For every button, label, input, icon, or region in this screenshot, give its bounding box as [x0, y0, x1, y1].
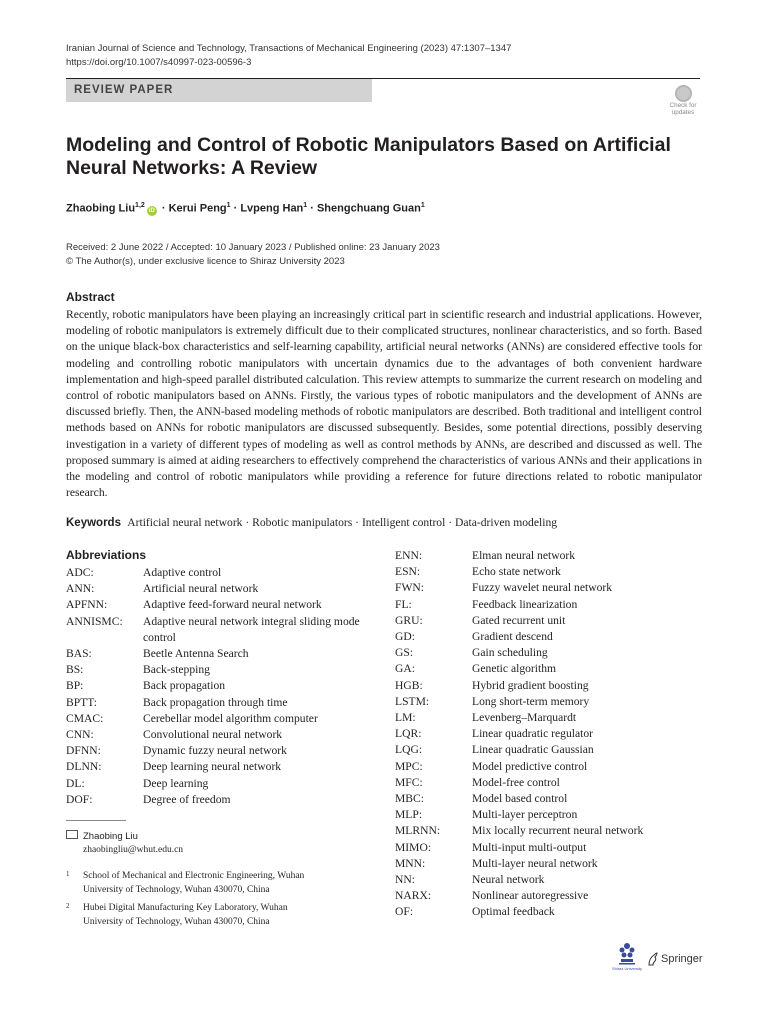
abbreviations-heading: Abbreviations	[66, 548, 147, 562]
corresponding-email[interactable]: zhaobingliu@whut.edu.cn	[83, 845, 184, 855]
springer-horse-icon	[647, 952, 659, 966]
abbreviation-row	[395, 904, 705, 920]
affiliation-2-number: 2	[66, 902, 70, 910]
affiliation-1-line-1: School of Mechanical and Electronic Engineering, Wuhan	[83, 871, 305, 881]
abbreviation-term: ANNISMC:	[66, 614, 123, 628]
abbreviation-definition: Degree of freedom	[143, 792, 231, 806]
abbreviation-definition: Fuzzy wavelet neural network	[472, 581, 613, 595]
abbreviation-row	[395, 791, 705, 807]
affiliation-2-line-2: University of Technology, Wuhan 430070, China	[83, 916, 270, 927]
abbreviation-row	[66, 565, 366, 581]
abbreviation-definition: Dynamic fuzzy neural network	[143, 744, 287, 758]
abbreviation-term: ADC:	[66, 566, 94, 579]
author-separator: ·	[158, 202, 169, 215]
badge-line-2: updates	[671, 108, 695, 116]
abbreviation-row	[395, 823, 705, 839]
journal-header	[66, 42, 511, 70]
abbreviation-row	[395, 661, 705, 677]
abbreviations-left-table	[66, 565, 366, 808]
abbreviation-term: DLNN:	[66, 760, 102, 774]
abbreviation-row	[395, 710, 705, 726]
abbreviation-definition: Model predictive control	[472, 759, 588, 773]
abbreviation-term: FWN:	[395, 581, 424, 595]
abbreviation-term: CNN:	[66, 728, 94, 742]
journal-citation: Iranian Journal of Science and Technology, Transactions of Mechanical Engineering (2023) 47:1307–1347	[66, 43, 512, 54]
abbreviation-term: MLP:	[395, 808, 423, 822]
abbreviation-definition: Linear quadratic Gaussian	[472, 743, 594, 757]
abbreviation-definition: Model based control	[472, 792, 568, 806]
abbreviation-term: LSTM:	[395, 694, 430, 708]
abbreviation-definition: Multi-input multi-output	[472, 840, 587, 854]
abbreviation-row	[395, 548, 705, 564]
abbreviation-definition: Feedback linearization	[472, 597, 578, 611]
author-list	[66, 202, 425, 216]
abbreviation-term: MNN:	[395, 856, 426, 870]
author-affiliation-marker: 1	[420, 202, 425, 209]
abbreviation-term: ESN:	[395, 565, 421, 579]
abstract-heading: Abstract	[66, 290, 115, 304]
abbreviation-term: LQG:	[395, 743, 423, 757]
abbreviation-row	[66, 614, 366, 646]
abbreviation-definition: Linear quadratic regulator	[472, 727, 594, 741]
update-icon	[675, 85, 692, 102]
abbreviation-row	[66, 776, 366, 792]
abbreviation-term: MIMO:	[395, 840, 432, 854]
abbreviation-definition: Neural network	[472, 873, 545, 887]
abbreviation-definition: Deep learning neural network	[143, 760, 282, 774]
keywords-list: Artificial neural network · Robotic manipulators · Intelligent control · Data-driven modeling	[127, 516, 558, 529]
abbreviation-definition: Back propagation through time	[143, 695, 288, 709]
abbreviation-term: DL:	[66, 776, 85, 790]
author-separator: ·	[307, 202, 317, 215]
abbreviation-row	[395, 726, 705, 742]
abbreviation-definition: Multi-layer perceptron	[472, 808, 578, 822]
affiliation-2	[66, 902, 366, 929]
abbreviation-row	[395, 888, 705, 904]
abbreviation-definition: Adaptive feed-forward neural network	[143, 598, 322, 612]
author-name[interactable]: Shengchuang Guan	[316, 202, 421, 215]
author-affiliation-marker: 1	[226, 202, 231, 209]
author-separator: ·	[230, 202, 241, 215]
abbreviation-row	[395, 856, 705, 872]
abbreviation-term: DFNN:	[66, 744, 101, 758]
abbreviation-term: OF:	[395, 905, 414, 919]
abbreviation-term: NN:	[395, 873, 415, 887]
abbreviation-term: BS:	[66, 663, 84, 677]
abstract-text: Recently, robotic manipulators have been playing an increasingly critical part in scientific research and industrial applications. However, modeling of robotic manipulators is extremely difficult due to their complicated structures, nonlinear characteristics, and so forth. Based on the unique black-box characteristics and self-learning capability, artificial neural networks (ANNs) are considered effective tools for modeling and controlling robotic manipulators with uncertain dynamics due to the advantages of both convenient hardware implementation and high-speed parallel distributed calculation. This review attempts to summarize the current research on modeling and control of robotic manipulators based on ANNs. Firstly, the various types of robotic manipulators and the development of ANNs are discussed briefly. Then, the ANN-based modeling methods of robotic manipulators are described. Both traditional and intelligent control methods based on ANNs for robotic manipulators are discussed subsequently. Besides, some potential directions, possibly deserving investigation in a variety of different types of modeling as well as control methods by ANNs, are described and discussed as well. The proposed summary is aimed at aiding researchers to effectively comprehend the characteristics of various ANNs and their applications in the modeling and control of robotic manipulators while providing a reference for future directions related to robotic manipulator research.	[66, 308, 702, 500]
author-name[interactable]: Lvpeng Han	[240, 202, 304, 215]
orcid-icon[interactable]: iD	[148, 207, 155, 214]
affiliation-1	[66, 870, 366, 897]
abbreviation-term: BP:	[66, 679, 84, 693]
abbreviation-term: GRU:	[395, 613, 423, 627]
keywords-label: Keywords	[66, 517, 121, 529]
abbreviation-row	[395, 564, 705, 580]
abbreviation-term: LM:	[395, 711, 416, 725]
envelope-icon	[66, 830, 78, 839]
abbreviation-definition: Cerebellar model algorithm computer	[143, 711, 318, 725]
abbreviations-right-table	[395, 548, 705, 921]
abbreviation-term: CMAC:	[66, 711, 104, 725]
abbreviation-term: LQR:	[395, 727, 422, 741]
paper-title: Modeling and Control of Robotic Manipulators Based on Artificial Neural Networks: A Review	[66, 134, 671, 179]
abbreviation-definition: Nonlinear autoregressive	[472, 889, 589, 903]
abbreviation-row	[66, 727, 366, 743]
abbreviation-definition: Model-free control	[472, 775, 560, 789]
springer-wordmark: Springer	[661, 953, 703, 965]
abbreviation-definition: Multi-layer neural network	[472, 856, 598, 870]
keywords	[66, 516, 706, 529]
abbreviation-row	[395, 580, 705, 596]
abbreviation-row	[66, 743, 366, 759]
abbreviation-definition: Genetic algorithm	[472, 662, 557, 676]
abbreviation-row	[66, 581, 366, 597]
abbreviation-row	[66, 678, 366, 694]
abbreviation-term: NARX:	[395, 889, 432, 903]
abbreviation-definition: Gated recurrent unit	[472, 613, 566, 627]
abbreviation-row	[66, 711, 366, 727]
abbreviation-term: GD:	[395, 630, 415, 644]
abbreviation-term: MFC:	[395, 775, 423, 789]
abbreviation-term: BPTT:	[66, 695, 97, 709]
abbreviation-row	[395, 645, 705, 661]
abbreviation-row	[66, 759, 366, 775]
abbreviation-term: FL:	[395, 597, 412, 611]
corresponding-author	[66, 830, 138, 844]
abbreviation-definition: Adaptive neural network integral sliding mode control	[143, 614, 360, 644]
abbreviation-row	[395, 742, 705, 758]
abbreviation-row	[66, 662, 366, 678]
abbreviation-definition: Optimal feedback	[472, 905, 555, 919]
abbreviation-term: BAS:	[66, 647, 92, 661]
abbreviation-definition: Gradient descend	[472, 630, 553, 644]
abbreviation-term: GS:	[395, 646, 414, 660]
copyright-line: © The Author(s), under exclusive licence to Shiraz University 2023	[66, 256, 345, 267]
affiliation-1-line-2: University of Technology, Wuhan 430070, China	[83, 884, 270, 895]
abbreviation-row	[66, 646, 366, 662]
abbreviation-definition: Artificial neural network	[143, 582, 259, 596]
abbreviation-definition: Mix locally recurrent neural network	[472, 824, 644, 838]
abbreviation-term: DOF:	[66, 792, 93, 806]
section-label: REVIEW PAPER	[66, 79, 372, 102]
badge-line-1: Check for	[669, 102, 697, 109]
footnote-rule	[66, 820, 126, 821]
society-logo-text: Shiraz University	[612, 966, 643, 971]
publisher-logos	[612, 940, 708, 972]
author-name[interactable]: Kerui Peng	[168, 202, 227, 215]
abbreviation-definition: Levenberg–Marquardt	[472, 711, 577, 725]
doi-link[interactable]: https://doi.org/10.1007/s40997-023-00596-3	[66, 57, 252, 68]
abbreviation-term: HGB:	[395, 678, 423, 692]
affiliation-1-number: 1	[66, 870, 70, 878]
abbreviation-term: ENN:	[395, 549, 423, 562]
corresponding-name: Zhaobing Liu	[83, 831, 138, 842]
abbreviation-row	[395, 840, 705, 856]
abbreviation-definition: Back-stepping	[143, 663, 210, 677]
abbreviation-row	[395, 872, 705, 888]
abbreviation-definition: Deep learning	[143, 776, 209, 790]
abbreviation-definition: Elman neural network	[472, 549, 576, 562]
dates-line: Received: 2 June 2022 / Accepted: 10 January 2023 / Published online: 23 January 2023	[66, 242, 440, 253]
abbreviation-term: MLRNN:	[395, 824, 441, 838]
abbreviation-term: MBC:	[395, 792, 424, 806]
abbreviation-term: GA:	[395, 662, 415, 676]
abbreviation-definition: Convolutional neural network	[143, 728, 283, 742]
abbreviation-definition: Long short-term memory	[472, 694, 590, 708]
abbreviation-row	[395, 629, 705, 645]
abbreviation-row	[395, 807, 705, 823]
abbreviation-row	[395, 597, 705, 613]
abbreviation-row	[66, 792, 366, 808]
abbreviation-definition: Adaptive control	[143, 566, 222, 579]
author-affiliation-marker: 1	[303, 202, 308, 209]
abbreviation-row	[395, 694, 705, 710]
check-for-updates-badge[interactable]	[664, 84, 702, 122]
abbreviation-row	[395, 613, 705, 629]
abbreviation-row	[395, 678, 705, 694]
abbreviation-definition: Gain scheduling	[472, 646, 548, 660]
affiliation-2-line-1: Hubei Digital Manufacturing Key Laboratory, Wuhan	[83, 903, 288, 913]
abbreviation-term: APFNN:	[66, 598, 108, 612]
abbreviation-definition: Hybrid gradient boosting	[472, 678, 589, 692]
abbreviation-term: ANN:	[66, 582, 95, 596]
abbreviation-definition: Back propagation	[143, 679, 226, 693]
abbreviation-row	[66, 597, 366, 613]
abbreviation-definition: Echo state network	[472, 565, 561, 579]
abbreviation-term: MPC:	[395, 759, 423, 773]
abbreviation-row	[66, 695, 366, 711]
abbreviation-row	[395, 775, 705, 791]
abbreviation-row	[395, 759, 705, 775]
publication-dates	[66, 241, 440, 269]
abbreviation-definition: Beetle Antenna Search	[143, 647, 249, 661]
author-name[interactable]: Zhaobing Liu	[66, 202, 136, 215]
author-affiliation-marker: 1,2	[135, 202, 145, 209]
